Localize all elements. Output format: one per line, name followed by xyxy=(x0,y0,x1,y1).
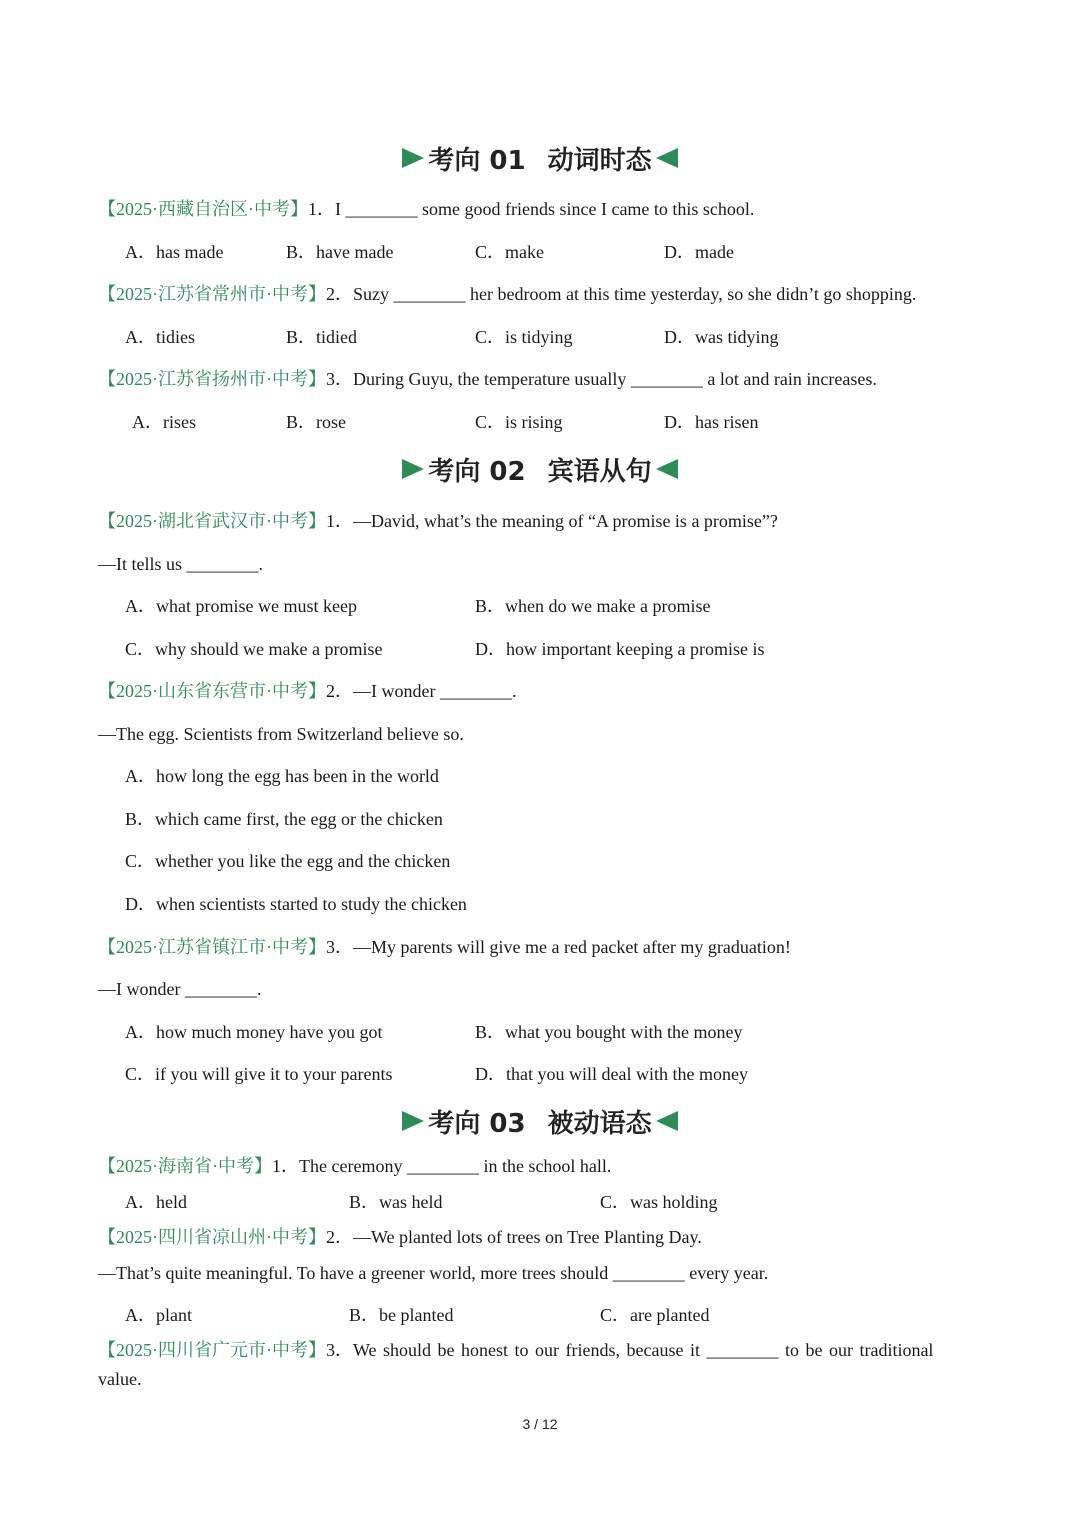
question-stem: 3．—My parents will give me a red packet after my graduation! xyxy=(326,937,791,957)
question-line xyxy=(98,282,916,306)
option-c: C．was holding xyxy=(600,1192,718,1212)
question-source: 【2025·海南省·中考】 xyxy=(98,1156,272,1176)
question-source: 【2025·江苏省常州市·中考】 xyxy=(98,284,326,304)
question-reply: —I wonder ________. xyxy=(98,979,262,999)
question-stem: 2．—We planted lots of trees on Tree Planting Day. xyxy=(326,1227,702,1247)
option-a: A．how long the egg has been in the world xyxy=(125,766,439,786)
arrow-right-icon xyxy=(402,148,424,168)
arrow-left-icon xyxy=(656,148,678,168)
option-c: C．if you will give it to your parents xyxy=(125,1064,393,1084)
question-stem: 1．I ________ some good friends since I came to this school. xyxy=(308,199,755,219)
question-stem: 2．—I wonder ________. xyxy=(326,681,517,701)
option-b: B．rose xyxy=(286,412,346,432)
option-c: C．is tidying xyxy=(475,327,573,347)
option-b: B．what you bought with the money xyxy=(475,1022,743,1042)
arrow-right-icon xyxy=(402,1111,424,1131)
option-d: D．was tidying xyxy=(664,327,779,347)
option-a: A．tidies xyxy=(125,327,195,347)
page-indicator: 3 / 12 xyxy=(522,1416,558,1432)
question-line xyxy=(98,679,516,703)
question-stem: 3．We should be honest to our friends, because it ________ to be our traditional xyxy=(326,1340,934,1360)
option-a: A．how much money have you got xyxy=(125,1022,383,1042)
arrow-left-icon xyxy=(656,459,678,479)
question-reply: —It tells us ________. xyxy=(98,554,263,574)
option-b: B．tidied xyxy=(286,327,357,347)
question-source: 【2025·湖北省武汉市·中考】 xyxy=(98,511,326,531)
question-line xyxy=(98,197,754,221)
question-line xyxy=(98,509,778,533)
option-a: A．plant xyxy=(125,1305,192,1325)
question-stem: 3．During Guyu, the temperature usually ________ a lot and rain increases. xyxy=(326,369,877,389)
section-heading-title: 考向 02 宾语从句 xyxy=(428,456,652,487)
option-c: C．are planted xyxy=(600,1305,710,1325)
question-reply: —The egg. Scientists from Switzerland believe so. xyxy=(98,724,464,744)
arrow-right-icon xyxy=(402,459,424,479)
question-line xyxy=(98,1225,702,1249)
option-c: C．is rising xyxy=(475,412,563,432)
section-heading-3 xyxy=(0,1101,1080,1141)
question-source: 【2025·四川省广元市·中考】 xyxy=(98,1340,326,1360)
option-d: D．has risen xyxy=(664,412,759,432)
option-b: B．have made xyxy=(286,242,394,262)
option-d: D．when scientists started to study the chicken xyxy=(125,894,467,914)
option-b: B．which came first, the egg or the chicken xyxy=(125,809,443,829)
option-a: A．rises xyxy=(132,412,196,432)
arrow-left-icon xyxy=(656,1111,678,1131)
section-heading-1 xyxy=(0,138,1080,178)
option-a: A．what promise we must keep xyxy=(125,596,357,616)
option-d: D．that you will deal with the money xyxy=(475,1064,748,1084)
question-stem: 2．Suzy ________ her bedroom at this time yesterday, so she didn’t go shopping. xyxy=(326,284,917,304)
question-line xyxy=(98,1154,611,1178)
question-source: 【2025·四川省凉山州·中考】 xyxy=(98,1227,326,1247)
option-b: B．was held xyxy=(349,1192,443,1212)
option-d: D．how important keeping a promise is xyxy=(475,639,765,659)
question-stem: 1．—David, what’s the meaning of “A promise is a promise”? xyxy=(326,511,778,531)
option-b: B．when do we make a promise xyxy=(475,596,711,616)
question-source: 【2025·山东省东营市·中考】 xyxy=(98,681,326,701)
section-heading-2 xyxy=(0,449,1080,489)
option-d: D．made xyxy=(664,242,734,262)
question-reply: —That’s quite meaningful. To have a greener world, more trees should ________ every year. xyxy=(98,1263,769,1283)
question-line xyxy=(98,367,877,391)
section-heading-title: 考向 03 被动语态 xyxy=(428,1108,652,1139)
option-c: C．whether you like the egg and the chicken xyxy=(125,851,451,871)
question-source: 【2025·西藏自治区·中考】 xyxy=(98,199,308,219)
option-b: B．be planted xyxy=(349,1305,454,1325)
option-c: C．why should we make a promise xyxy=(125,639,383,659)
option-a: A．has made xyxy=(125,242,224,262)
question-source: 【2025·江苏省扬州市·中考】 xyxy=(98,369,326,389)
question-line xyxy=(98,935,791,959)
option-a: A．held xyxy=(125,1192,187,1212)
question-stem-continued: value. xyxy=(98,1369,142,1389)
question-line xyxy=(98,1338,933,1362)
option-c: C．make xyxy=(475,242,544,262)
question-stem: 1．The ceremony ________ in the school hall. xyxy=(272,1156,612,1176)
question-source: 【2025·江苏省镇江市·中考】 xyxy=(98,937,326,957)
section-heading-title: 考向 01 动词时态 xyxy=(428,145,652,176)
